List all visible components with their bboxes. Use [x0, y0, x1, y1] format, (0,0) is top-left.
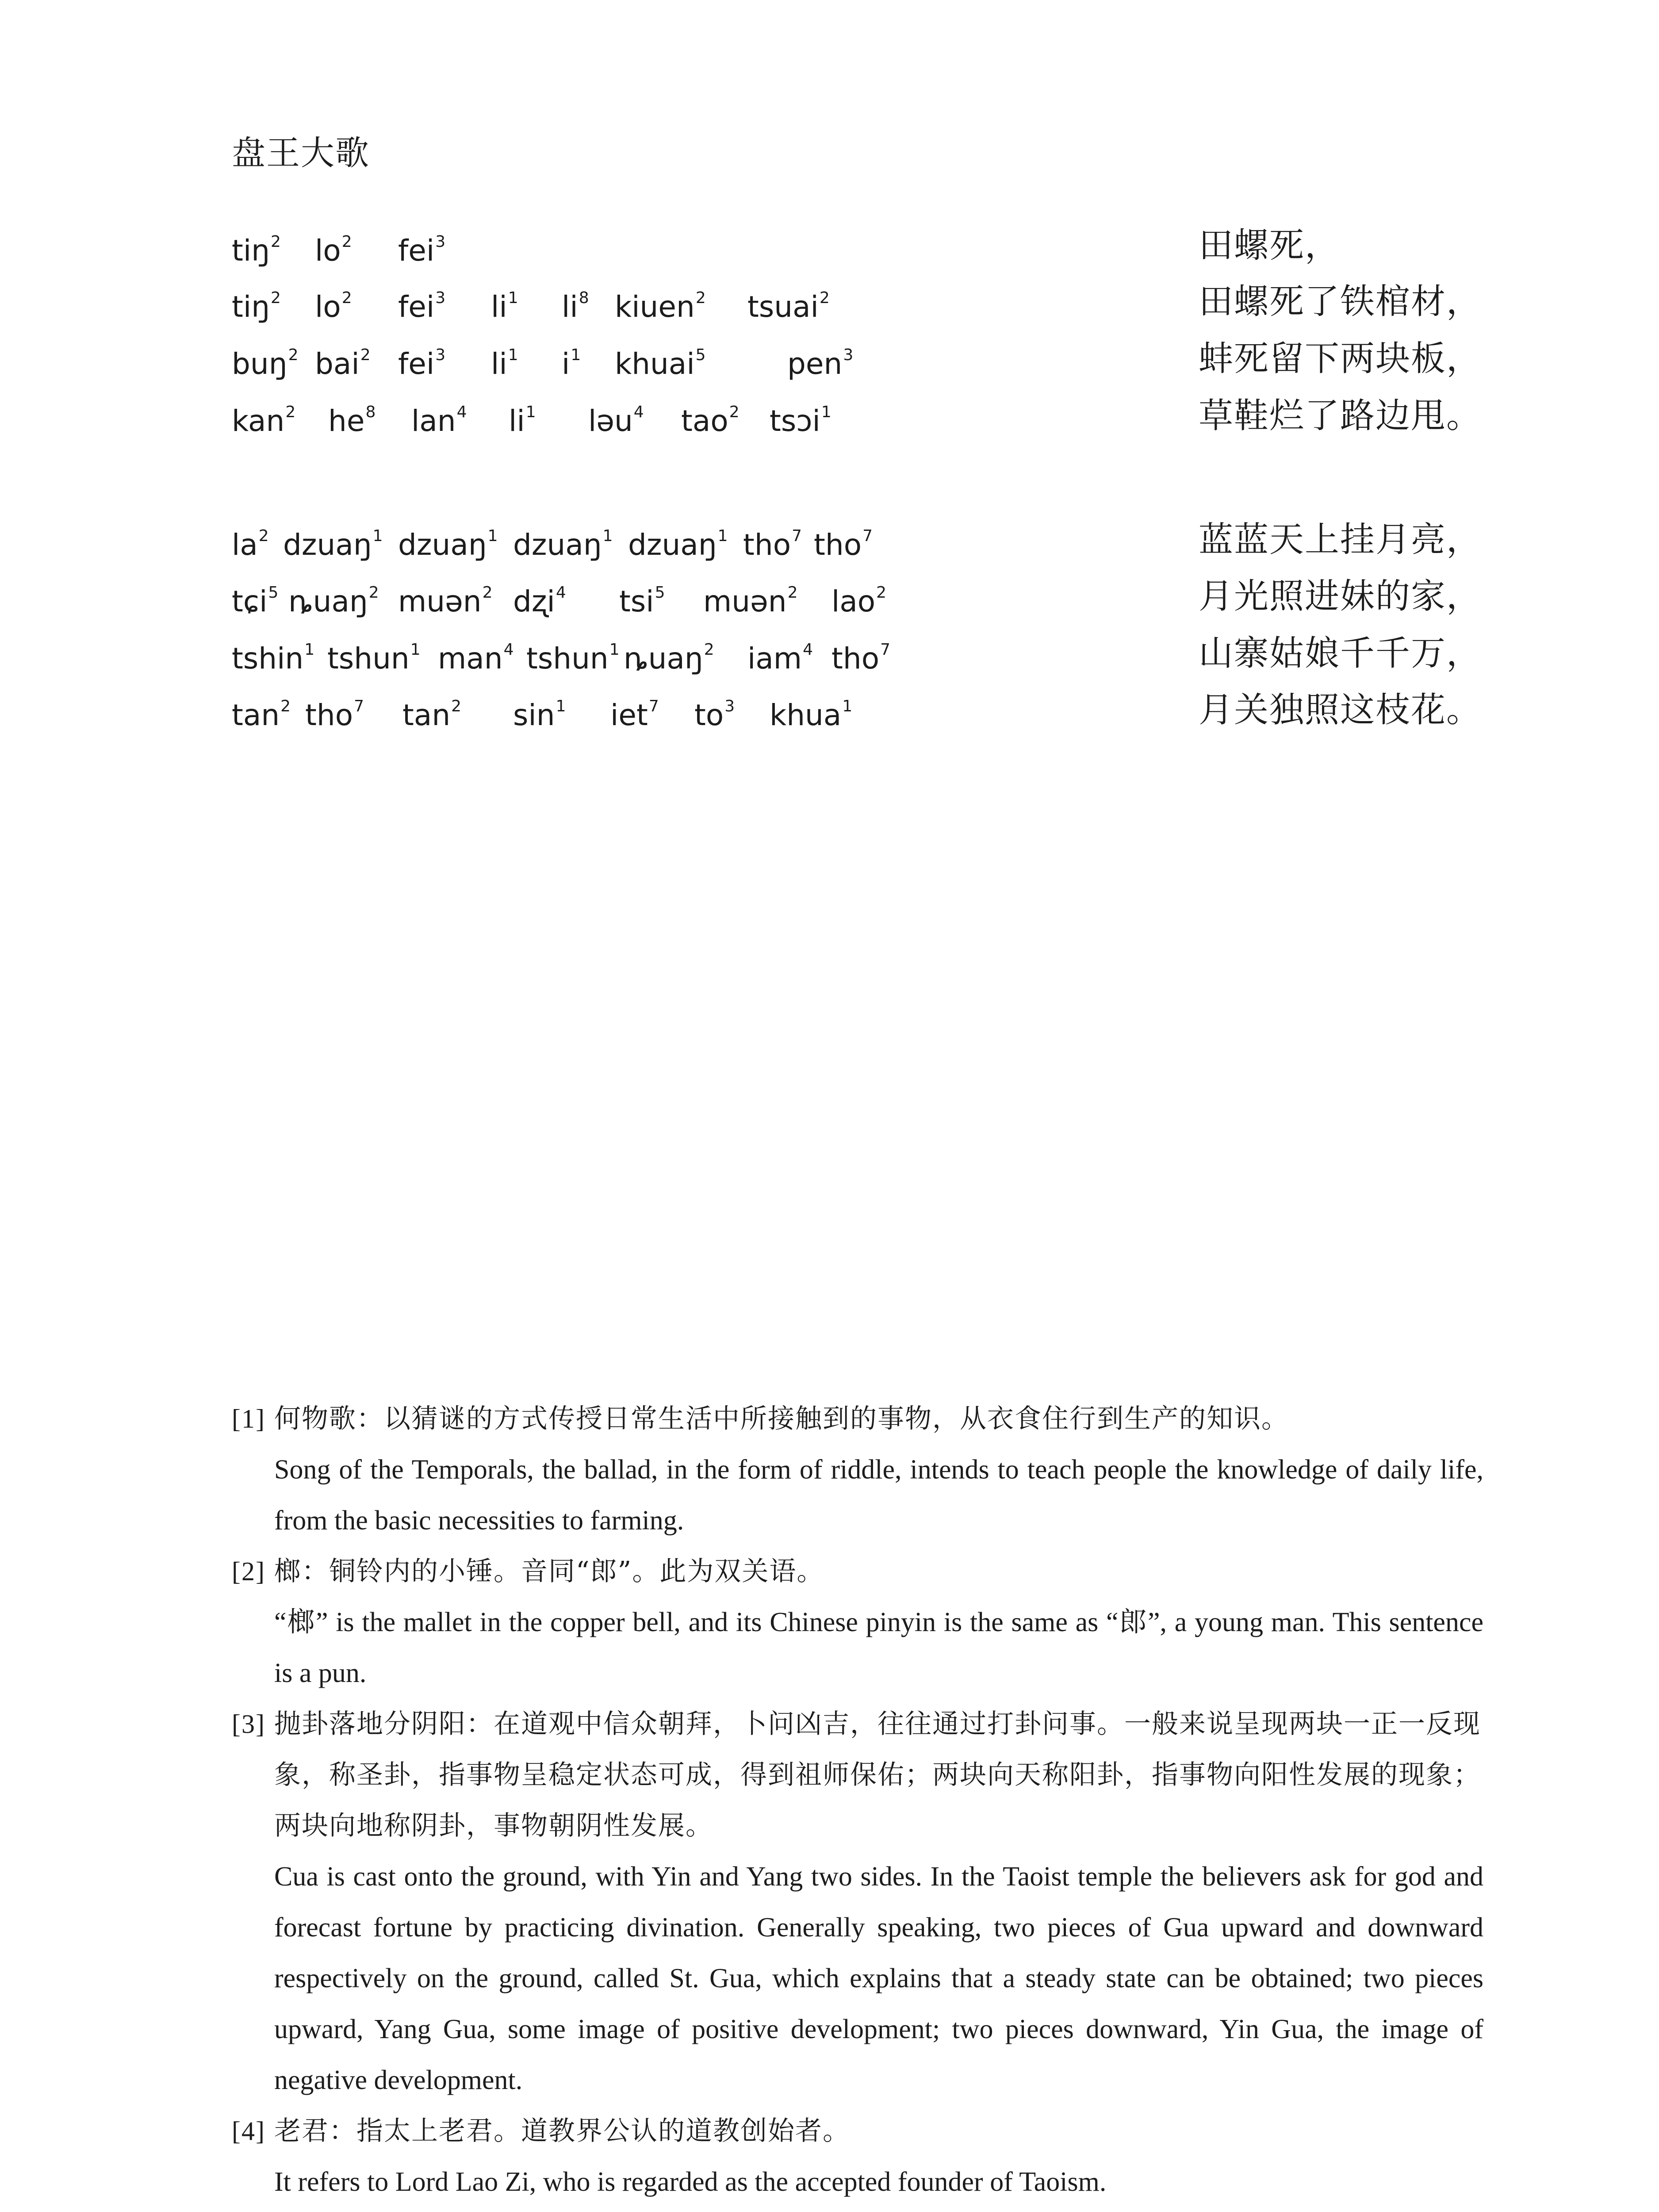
tone-number: 1	[842, 697, 853, 715]
tone-number: 1	[602, 527, 613, 545]
romanized-syllable: fei$^3$	[398, 233, 446, 268]
romanized-syllable: ȵuaŋ$^2$	[624, 641, 714, 676]
footnote-chinese: [3] 抛卦落地分阴阳：在道观中信众朝拜，卜问凶吉，往往通过打卦问事。一般来说呈现两块一正一反现象，称圣卦，指事物呈稳定状态可成，得到祖师保佑；两块向天称阳卦，指事物向阳性发展的现象；两块向地称阴卦，事物朝阴性发展。	[232, 1699, 1483, 1851]
romanized-syllable: $la^2$	[232, 527, 269, 562]
romanized-syllable: $\tan^2$	[232, 697, 291, 732]
romanized-syllable: tsuai$^2$	[747, 289, 830, 324]
tone-number: 2	[341, 289, 352, 307]
tone-number: 1	[821, 403, 831, 421]
tone-number: 1	[717, 527, 728, 545]
romanized-syllable: $lo^2$	[315, 233, 352, 268]
romanized-syllable: buŋ$^2$	[232, 346, 299, 381]
romanized-syllable: $lo^2$	[315, 289, 352, 324]
tone-number: 1	[556, 697, 566, 715]
lyric-line	[0, 392, 1659, 440]
romanized-syllable: dzuaŋ$^1$	[513, 527, 613, 562]
romanized-syllable: tiŋ$^2$	[232, 289, 281, 324]
tone-number: 1	[609, 641, 620, 659]
romanized-syllable: dʐi$^4$	[513, 584, 566, 618]
footnote-english: Song of the Temporals, the ballad, in the form of riddle, intends to teach people the knowledge of daily life, from the basic necessities to farming.	[274, 1455, 1483, 1536]
romanized-syllable: tshun$^1$	[526, 641, 620, 676]
romanized-syllable: $he^8$	[328, 403, 376, 438]
romanized-syllable: tho$^7$	[305, 697, 364, 732]
chinese-translation: 田螺死，	[1199, 226, 1341, 265]
lyric-line	[0, 629, 1659, 678]
footnote-number: [1]	[232, 1404, 265, 1433]
tone-number: 8	[579, 289, 589, 307]
romanized-syllable: dzuaŋ$^1$	[628, 527, 728, 562]
tone-number: 4	[803, 641, 813, 659]
tone-number: 3	[435, 289, 446, 307]
tone-number: 2	[271, 289, 281, 307]
romanized-syllable: tao$^2$	[681, 403, 739, 438]
tone-number: 1	[410, 641, 421, 659]
tone-number: 2	[787, 584, 798, 602]
romanized-syllable: iam$^4$	[747, 641, 813, 676]
tone-number: 4	[456, 403, 467, 421]
footnote-item	[232, 2106, 1483, 2208]
tone-number: 2	[341, 233, 352, 251]
tone-number: 5	[268, 584, 279, 602]
tone-number: 4	[503, 641, 514, 659]
tone-number: 2	[285, 403, 296, 421]
romanized-syllable: tɕi$^5$	[232, 584, 279, 618]
romanized-syllable: tshin$^1$	[232, 641, 315, 676]
tone-number: 3	[435, 346, 446, 364]
lyric-line	[0, 221, 1659, 270]
lyric-line	[0, 277, 1659, 326]
romanized-syllable: ȵuaŋ$^2$	[288, 584, 379, 618]
romanized-syllable: fei$^3$	[398, 346, 446, 381]
romanized-syllable: muən$^2$	[703, 584, 798, 618]
tone-number: 1	[487, 527, 498, 545]
tone-number: 1	[304, 641, 315, 659]
footnote-number: [2]	[232, 1557, 265, 1586]
romanized-syllable: $li^1$	[509, 403, 536, 438]
romanized-syllable: $li^8$	[562, 289, 589, 324]
romanized-syllable: ləu$^4$	[588, 403, 644, 438]
tone-number: 2	[360, 346, 371, 364]
footnote-chinese: [1] 何物歌：以猜谜的方式传授日常生活中所接触到的事物，从衣食住行到生产的知识。	[232, 1394, 1483, 1444]
romanized-syllable: $li^1$	[491, 289, 518, 324]
tone-number: 2	[271, 233, 281, 251]
romanized-syllable: lan$^4$	[411, 403, 467, 438]
lyric-line	[0, 572, 1659, 621]
tone-number: 2	[288, 346, 299, 364]
lyric-line	[0, 515, 1659, 564]
romanized-syllable: $to^3$	[694, 697, 735, 732]
footnote-item	[232, 1394, 1483, 1546]
footnote-item	[232, 1699, 1483, 2106]
lyric-line	[0, 686, 1659, 734]
footnote-chinese: [4] 老君：指太上老君。道教界公认的道教创始者。	[232, 2106, 1483, 2157]
romanized-syllable: man$^4$	[438, 641, 514, 676]
romanized-syllable: kan$^2$	[232, 403, 296, 438]
romanized-syllable: tsi$^5$	[619, 584, 665, 618]
tone-number: 1	[508, 289, 518, 307]
chinese-translation: 山寨姑娘千千万，	[1199, 634, 1482, 673]
tone-number: 5	[655, 584, 665, 602]
chinese-translation: 草鞋烂了路边甩。	[1199, 396, 1482, 436]
tone-number: 3	[724, 697, 735, 715]
tone-number: 4	[556, 584, 566, 602]
romanized-syllable: $li^1$	[491, 346, 518, 381]
romanized-syllable: tsɔi$^1$	[770, 403, 831, 438]
footnote-item	[232, 1546, 1483, 1699]
chinese-translation: 月关独照这枝花。	[1199, 690, 1482, 730]
romanized-syllable: tho$^7$	[814, 527, 873, 562]
tone-number: 2	[704, 641, 714, 659]
romanized-syllable: tshun$^1$	[327, 641, 421, 676]
tone-number: 2	[258, 527, 269, 545]
tone-number: 1	[372, 527, 383, 545]
romanized-syllable: muən$^2$	[398, 584, 493, 618]
romanized-syllable: $\sin^1$	[513, 697, 566, 732]
footnote-english: “榔” is the mallet in the copper bell, and its Chinese pinyin is the same as “郎”, a young man. This sentence is a pun.	[274, 1607, 1483, 1688]
tone-number: 3	[843, 346, 854, 364]
footnote-chinese: [2] 榔：铜铃内的小锤。音同“郎”。此为双关语。	[232, 1546, 1483, 1597]
romanized-syllable: dzuaŋ$^1$	[283, 527, 383, 562]
romanized-syllable: dzuaŋ$^1$	[398, 527, 498, 562]
tone-number: 2	[695, 289, 706, 307]
romanized-syllable: $i^1$	[562, 346, 581, 381]
romanized-syllable: tho$^7$	[831, 641, 890, 676]
tone-number: 1	[525, 403, 536, 421]
romanized-syllable: fei$^3$	[398, 289, 446, 324]
footnotes	[232, 1394, 1483, 2208]
romanized-syllable: khuai$^5$	[615, 346, 706, 381]
running-header: 盘王大歌	[232, 133, 370, 173]
romanized-syllable: bai$^2$	[315, 346, 371, 381]
tone-number: 2	[280, 697, 291, 715]
tone-number: 7	[648, 697, 659, 715]
tone-number: 7	[880, 641, 890, 659]
tone-number: 7	[354, 697, 364, 715]
chinese-translation: 田螺死了铁棺材，	[1199, 282, 1482, 322]
tone-number: 2	[482, 584, 493, 602]
tone-number: 5	[695, 346, 706, 364]
tone-number: 8	[365, 403, 376, 421]
footnote-number: [4]	[232, 2116, 265, 2146]
tone-number: 2	[368, 584, 379, 602]
romanized-syllable: iet$^7$	[610, 697, 659, 732]
romanized-syllable: kiuen$^2$	[615, 289, 706, 324]
footnote-english: It refers to Lord Lao Zi, who is regarded as the accepted founder of Taoism.	[274, 2167, 1107, 2197]
tone-number: 2	[819, 289, 830, 307]
footnote-number: [3]	[232, 1709, 265, 1739]
chinese-translation: 蓝蓝天上挂月亮，	[1199, 520, 1482, 560]
chinese-translation: 月光照进妹的家，	[1199, 576, 1482, 616]
tone-number: 7	[862, 527, 873, 545]
romanized-syllable: tho$^7$	[743, 527, 802, 562]
tone-number: 2	[451, 697, 462, 715]
tone-number: 3	[435, 233, 446, 251]
tone-number: 2	[729, 403, 739, 421]
romanized-syllable: tiŋ$^2$	[232, 233, 281, 268]
footnote-english: Cua is cast onto the ground, with Yin and Yang two sides. In the Taoist temple the believers ask for god and forecast fortune by practicing divination. Generally speaking, two pieces of Gua upward and downward respectively on the ground, called St. Gua, which explains that a steady state can be obtained; two pieces upward, Yang Gua, some image of positive development; two pieces downward, Yin Gua, the image of negative development.	[274, 1862, 1483, 2095]
tone-number: 4	[633, 403, 644, 421]
tone-number: 1	[571, 346, 581, 364]
chinese-translation: 蚌死留下两块板，	[1199, 339, 1482, 379]
romanized-syllable: $\tan^2$	[402, 697, 462, 732]
romanized-syllable: lao$^2$	[831, 584, 887, 618]
romanized-syllable: khua$^1$	[770, 697, 853, 732]
romanized-syllable: pen$^3$	[787, 346, 854, 381]
tone-number: 7	[792, 527, 802, 545]
tone-number: 1	[508, 346, 518, 364]
lyric-line	[0, 334, 1659, 383]
tone-number: 2	[876, 584, 887, 602]
